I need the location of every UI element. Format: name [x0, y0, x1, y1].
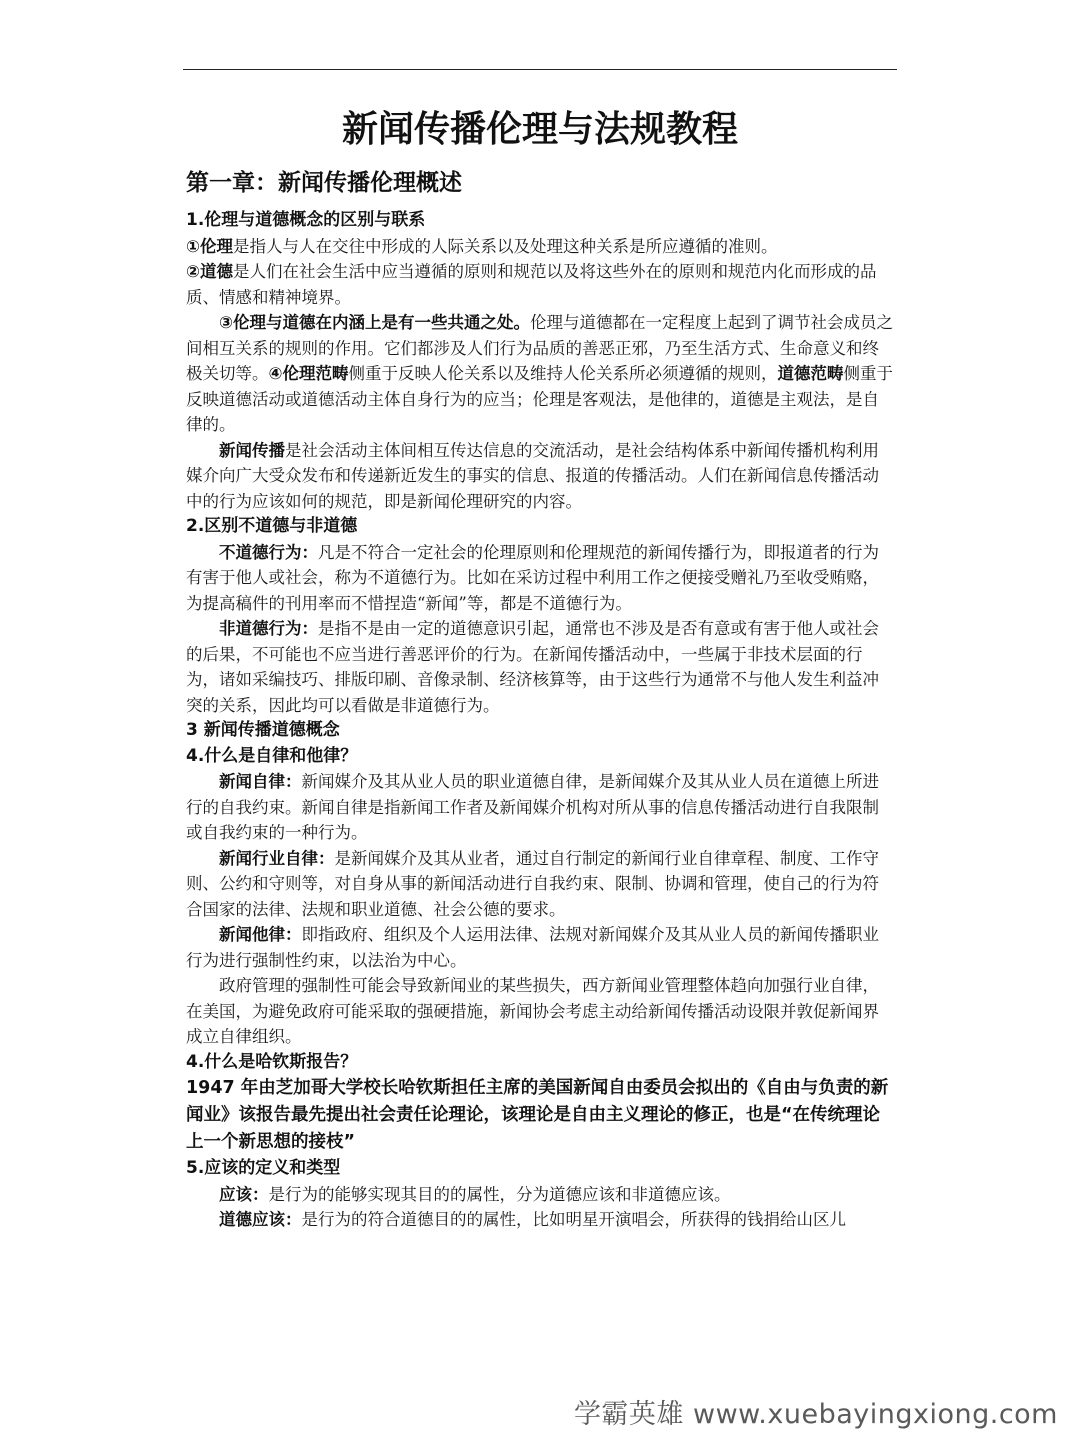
term: ②道德: [186, 262, 233, 281]
term: ③伦理与道德在内涵上是有一些共通之处。: [219, 313, 530, 332]
header-rule: [183, 69, 897, 70]
paragraph: 不道德行为：凡是不符合一定社会的伦理原则和伦理规范的新闻传播行为，即报道者的行为有害于他人或社会，称为不道德行为。比如在采访过程中利用工作之便接受赠礼乃至收受贿赂，为提高稿件的刊用率而不惜捏造“新闻”等，都是不道德行为。: [186, 542, 879, 613]
paragraph: 新闻自律：新闻媒介及其从业人员的职业道德自律，是新闻媒介及其从业人员在道德上所进行的自我约束。新闻自律是指新闻工作者及新闻媒介机构对所从事的信息传播活动进行自我限制或自我约束的一种行为。: [186, 772, 879, 842]
term: 道德范畴: [777, 364, 844, 383]
term: ④伦理范畴: [268, 364, 349, 383]
term: ①伦理: [186, 236, 233, 256]
paragraph: 新闻行业自律：是新闻媒介及其从业者，通过自行制定的新闻行业自律章程、制度、工作守则、公约和守则等，对自身从事的新闻活动进行自我约束、限制、协调和管理，使自己的行为符合国家的法律、法规和职业道德、社会公德的要求。: [186, 848, 879, 919]
term: 新闻行业自律：: [219, 848, 335, 868]
term: 不道德行为：: [219, 542, 318, 562]
term: 非道德行为：: [219, 619, 318, 638]
section-heading-3: 3 新闻传播道德概念: [186, 720, 340, 740]
document-body: [186, 164, 894, 1233]
section-heading-4b: 4.什么是哈钦斯报告？: [186, 1051, 358, 1072]
term: 应该：: [219, 1184, 269, 1204]
term: 新闻他律：: [219, 925, 302, 944]
section-heading-4: 4.什么是自律和他律？: [186, 745, 358, 766]
paragraph: 政府管理的强制性可能会导致新闻业的某些损失，西方新闻业管理整体趋向加强行业自律，在美国，为避免政府可能采取的强硬措施，新闻协会考虑主动给新闻传播活动设限并敦促新闻界成立自律组织。: [186, 976, 879, 1046]
term: 道德应该：: [219, 1210, 302, 1229]
document-title: 新闻传播伦理与法规教程: [341, 109, 738, 150]
paragraph: ②道德是人们在社会生活中应当遵循的原则和规范以及将这些外在的原则和规范内化而形成的品质、情感和精神境界。: [186, 262, 877, 307]
paragraph: 非道德行为：是指不是由一定的道德意识引起，通常也不涉及是否有意或有害于他人或社会的后果，不可能也不应当进行善恶评价的行为。在新闻传播活动中，一些属于非技术层面的行为，诸如采编技巧、排版印刷、音像录制、经济核算等，由于这些行为通常不与他人发生利益冲突的关系，因此均可以看做是非道德行为。: [186, 619, 879, 715]
section-heading-2: 2.区别不道德与非道德: [186, 516, 358, 536]
paragraph: ③伦理与道德在内涵上是有一些共通之处。伦理与道德都在一定程度上起到了调节社会成员之间相互关系的规则的作用。它们都涉及人们行为品质的善恶正邪，乃至生活方式、生命意义和终极关切等。④伦理范畴侧重于反映人伦关系以及维持人伦关系所必须遵循的规则，道德范畴侧重于反映道德活动或道德活动主体自身行为的应当；伦理是客观法，是他律的，道德是主观法，是自律的。: [186, 313, 893, 434]
chapter-heading: 第一章：新闻传播伦理概述: [186, 170, 462, 196]
paragraph: ①伦理是指人与人在交往中形成的人际关系以及处理这种关系是所应遵循的准则。: [186, 236, 778, 256]
section-heading-5: 5.应该的定义和类型: [186, 1158, 341, 1178]
paragraph: 新闻传播是社会活动主体间相互传达信息的交流活动，是社会结构体系中新闻传播机构利用媒介向广大受众发布和传递新近发生的事实的信息、报道的传播活动。人们在新闻信息传播活动中的行为应该如何的规范，即是新闻伦理研究的内容。: [186, 440, 879, 511]
paragraph: 应该：是行为的能够实现其目的的属性，分为道德应该和非道德应该。: [219, 1184, 731, 1204]
paragraph: 道德应该：是行为的符合道德目的的属性，比如明星开演唱会，所获得的钱捐给山区儿: [219, 1210, 846, 1229]
section-heading-1: 1.伦理与道德概念的区别与联系: [186, 210, 426, 230]
term: 新闻传播: [219, 440, 285, 460]
bold-paragraph: 1947 年由芝加哥大学校长哈钦斯担任主席的美国新闻自由委员会拟出的《自由与负责的新闻业》该报告最先提出社会责任论理论，该理论是自由主义理论的修正，也是“在传统理论上一个新思想的接枝”: [186, 1078, 889, 1152]
paragraph: 新闻他律：即指政府、组织及个人运用法律、法规对新闻媒介及其从业人员的新闻传播职业行为进行强制性约束，以法治为中心。: [186, 925, 879, 970]
term: 新闻自律：: [219, 772, 302, 791]
watermark: 学霸英雄 www.xuebayingxiong.com: [573, 1399, 1058, 1430]
